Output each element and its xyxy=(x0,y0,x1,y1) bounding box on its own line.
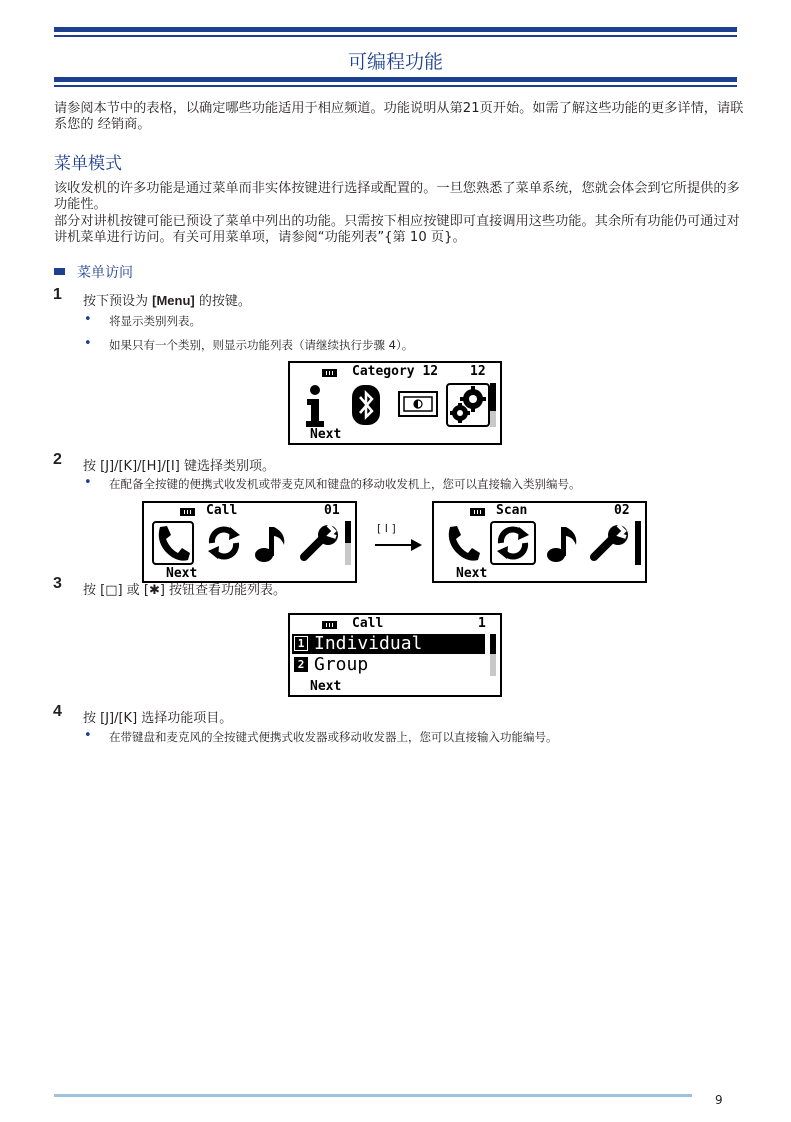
settings-icon-selected xyxy=(446,383,490,427)
screen-number: 1 xyxy=(478,616,486,631)
header-rule-bottom xyxy=(54,77,737,82)
header-rule-top xyxy=(54,27,737,32)
info-icon xyxy=(304,385,326,427)
list-item: • 在配备全按键的便携式收发机或带麦克风和键盘的移动收发机上，您可以直接输入类别编号。 xyxy=(84,475,581,491)
music-note-icon xyxy=(254,523,290,563)
arrow-key-label: [ I ] xyxy=(377,522,396,535)
page-number: 9 xyxy=(715,1093,723,1107)
section-heading: 菜单模式 xyxy=(54,154,122,174)
subsection-heading-label: 菜单访问 xyxy=(77,265,133,281)
gear-icon xyxy=(448,385,488,425)
scrollbar xyxy=(490,383,496,427)
category-screen xyxy=(288,361,502,445)
display-icon xyxy=(398,391,438,417)
scrollbar xyxy=(635,521,641,565)
scrollbar xyxy=(490,634,496,676)
step-text: 按 [□] 或 [✱] 按钮查看功能列表。 xyxy=(83,583,287,598)
bullet-icon: • xyxy=(84,475,92,490)
step-number: 1 xyxy=(53,286,62,303)
square-bullet-icon xyxy=(54,268,65,275)
call-category-screen xyxy=(142,501,357,583)
softkey-label: Next xyxy=(310,427,342,442)
page-title: 可编程功能 xyxy=(347,51,443,73)
bluetooth-icon xyxy=(352,385,380,425)
item-label: Individual xyxy=(314,633,423,654)
step-number: 4 xyxy=(53,703,62,720)
item-label: Group xyxy=(314,654,369,675)
screen-number: 02 xyxy=(614,503,630,518)
softkey-label: Next xyxy=(310,679,342,694)
screen-number: 01 xyxy=(324,503,340,518)
step-number: 3 xyxy=(53,575,62,592)
menu-mode-paragraph-2: 部分对讲机按键可能已预设了菜单中列出的功能。只需按下相应按键即可直接调用这些功能。其余所有功能仍可通过对讲机菜单进行访问。有关可用菜单项，请参阅“功能列表”{第 10 页}。 xyxy=(54,214,740,245)
screen-title: Category 12 xyxy=(352,364,439,379)
screen-title: Scan xyxy=(496,503,528,518)
bullet-icon: • xyxy=(84,336,92,351)
function-list-screen xyxy=(288,613,502,697)
list-item: • 如果只有一个类别，则显示功能列表（请继续执行步骤 4）。 xyxy=(84,336,414,352)
list-item xyxy=(292,655,485,675)
call-icon-selected xyxy=(152,521,194,565)
scan-icon-selected xyxy=(490,521,536,565)
list-item-selected xyxy=(292,634,485,654)
phone-icon xyxy=(154,523,192,563)
scan-category-screen xyxy=(432,501,647,583)
header-rule-bottom-thin xyxy=(54,85,737,87)
battery-icon xyxy=(180,508,195,516)
item-index: 1 xyxy=(294,636,308,651)
arrow-right-icon xyxy=(375,538,423,552)
phone-icon xyxy=(444,523,482,563)
wrench-icon xyxy=(300,523,340,563)
scan-icon xyxy=(204,523,244,563)
softkey-label: Next xyxy=(456,566,488,581)
subsection-heading xyxy=(54,262,133,282)
screen-title: Call xyxy=(206,503,238,518)
battery-icon xyxy=(322,369,337,377)
step-text: 按 [J]/[K]/[H]/[I] 键选择类别项。 xyxy=(83,459,275,474)
softkey-label: Next xyxy=(166,566,198,581)
bullet-icon: • xyxy=(84,728,92,743)
list-item: • 将显示类别列表。 xyxy=(84,312,201,328)
asterisk-key-icon: ✱ xyxy=(148,583,160,598)
select-key-icon: □ xyxy=(105,583,118,598)
intro-paragraph: 请参阅本节中的表格，以确定哪些功能适用于相应频道。功能说明从第21页开始。如需了解这些功能的更多详情，请联系您的 经销商。 xyxy=(54,101,744,132)
battery-icon xyxy=(322,621,337,629)
screen-title: Call xyxy=(352,616,384,631)
step-text: 按下预设为 [Menu] 的按键。 xyxy=(83,293,251,309)
menu-key-label: [Menu] xyxy=(152,293,195,308)
item-index: 2 xyxy=(294,657,308,672)
bullet-icon: • xyxy=(84,312,92,327)
wrench-icon xyxy=(590,523,630,563)
header-rule-top-thin xyxy=(54,35,737,37)
menu-mode-paragraph-1: 该收发机的许多功能是通过菜单而非实体按键进行选择或配置的。一旦您熟悉了菜单系统，您就会体会到它所提供的多功能性。 xyxy=(54,181,740,212)
step-text: 按 [J]/[K] 选择功能项目。 xyxy=(83,711,233,726)
list-item: • 在带键盘和麦克风的全按键式便携式收发器或移动收发器上，您可以直接输入功能编号。 xyxy=(84,728,558,744)
step-number: 2 xyxy=(53,451,62,468)
footer-rule xyxy=(54,1094,692,1097)
screen-number: 12 xyxy=(470,364,486,379)
battery-icon xyxy=(470,508,485,516)
music-note-icon xyxy=(546,523,582,563)
scrollbar xyxy=(345,521,351,565)
scan-icon xyxy=(492,523,534,563)
